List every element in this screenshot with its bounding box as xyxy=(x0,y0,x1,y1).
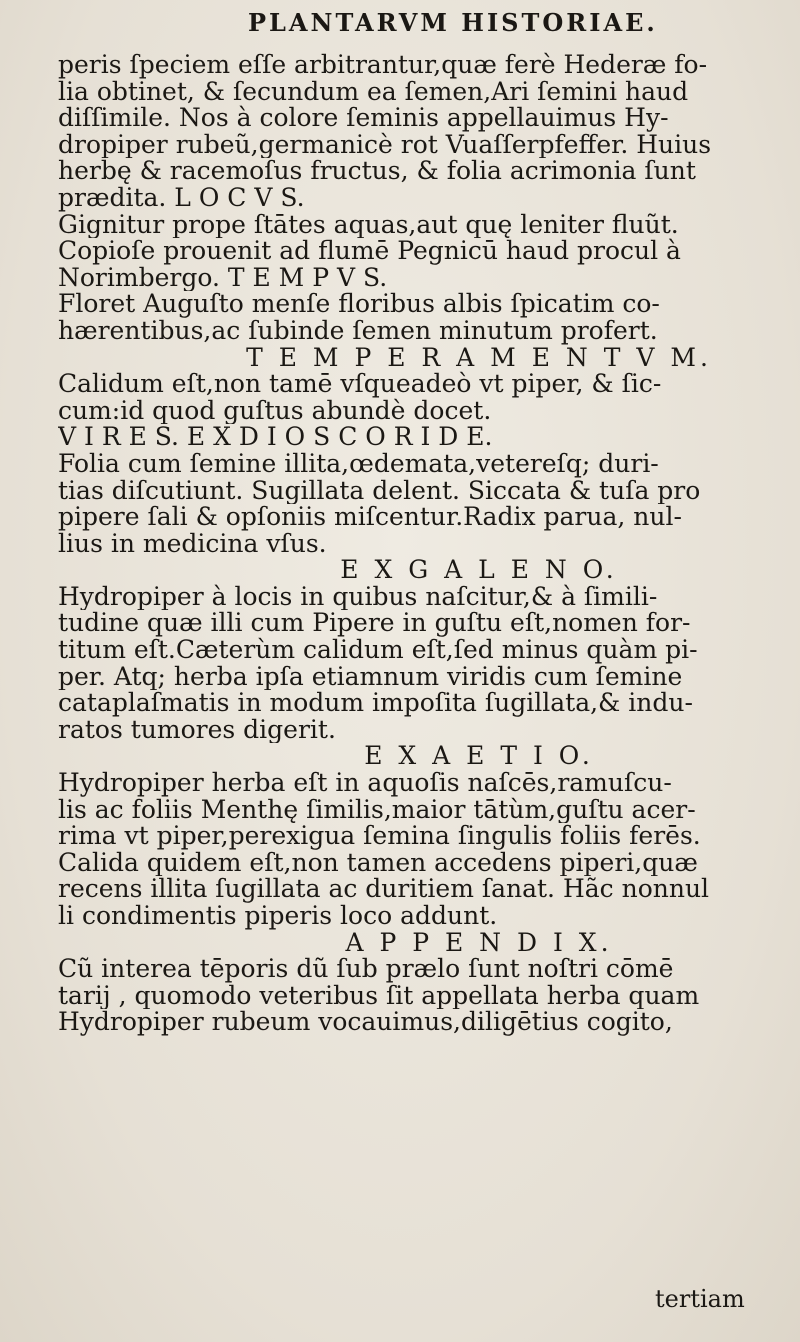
text-line: lis ac foliis Menthę ſimilis,maior tātùm,guſtu acer- xyxy=(58,796,696,824)
text-line: hærentibus,ac ſubinde ſemen minutum profert. xyxy=(58,317,658,345)
section-heading: E X G A L E N O. xyxy=(340,557,618,584)
text-line: Calida quidem eſt,non tamen accedens piperi,quæ xyxy=(58,849,698,877)
text-line: V I R E S. E X D I O S C O R I D E. xyxy=(58,424,493,451)
text-line: pipere ſali & opſoniis miſcentur.Radix parua, nul- xyxy=(58,504,682,531)
running-header: PLANTARVM HISTORIAE. xyxy=(248,8,658,37)
text-line: cataplaſmatis in modum impoſita ſugillata,& indu- xyxy=(58,690,693,717)
text-line: Floret Auguſto menſe floribus albis ſpicatim co- xyxy=(58,291,660,318)
text-line: ratos tumores digerit. xyxy=(58,716,336,744)
text-line: per. Atq; herba ipſa etiamnum viridis cum ſemine xyxy=(58,663,683,691)
text-line: prædita. L O C V S. xyxy=(58,184,305,212)
body-text xyxy=(58,52,780,1036)
text-line: Gignitur prope ſtātes aquas,aut quę leniter fluũt. xyxy=(58,211,679,239)
text-line: Hydropiper herba eſt in aquoſis naſcēs,ramuſcu- xyxy=(58,770,672,797)
text-line: tias diſcutiunt. Sugillata delent. Siccata & tuſa pro xyxy=(58,477,701,505)
text-line: peris ſpeciem eſſe arbitrantur,quæ ferè Hederæ fo- xyxy=(58,52,708,79)
text-line: Folia cum ſemine illita,œdemata,vetereſq; duri- xyxy=(58,450,659,478)
section-heading: A P P E N D I X. xyxy=(345,929,613,957)
text-line: herbę & racemoſus fructus, & folia acrimonia ſunt xyxy=(58,158,696,185)
text-line: rima vt piper,perexigua ſemina ſingulis foliis ferēs. xyxy=(58,823,701,850)
text-line: recens illita ſugillata ac duritiem ſanat. Hãc nonnul xyxy=(58,876,710,903)
text-line: dropiper rubeũ,germanicè rot Vuaſſerpfeffer. Huius xyxy=(58,131,712,159)
text-line: diſſimile. Nos à colore ſeminis appellauimus Hy- xyxy=(58,105,669,132)
text-line: Copioſe prouenit ad flumē Pegnicū haud procul à xyxy=(58,238,681,265)
catchword: tertiam xyxy=(655,1285,745,1313)
text-line: titum eſt.Cæterùm calidum eſt,ſed minus quàm pi- xyxy=(58,637,698,664)
section-heading: T E M P E R A M E N T V M. xyxy=(246,344,712,372)
text-line: Hydropiper à locis in quibus naſcitur,& à ſimili- xyxy=(58,583,658,611)
text-line: Cũ interea tēporis dũ ſub prælo ſunt noſtri cōmē xyxy=(58,956,674,983)
text-line: li condimentis piperis loco addunt. xyxy=(58,903,498,930)
text-line: Norimbergo. T E M P V S. xyxy=(58,264,388,292)
text-line: tarij , quomodo veteribus ſit appellata herba quam xyxy=(58,982,700,1010)
text-line: lius in medicina vſus. xyxy=(58,530,327,558)
section-heading: E X A E T I O. xyxy=(364,743,594,771)
text-line: lia obtinet, & ſecundum ea ſemen,Ari ſemini haud xyxy=(58,78,689,106)
text-line: tudine quæ illi cum Pipere in guſtu eſt,nomen for- xyxy=(58,610,691,638)
text-line: cum:id quod guſtus abundè docet. xyxy=(58,397,492,425)
text-line: Hydropiper rubeum vocauimus,diligētius cogito, xyxy=(58,1009,673,1036)
text-line: Calidum eſt,non tamē vſqueadeò vt piper, & ſic- xyxy=(58,371,662,398)
